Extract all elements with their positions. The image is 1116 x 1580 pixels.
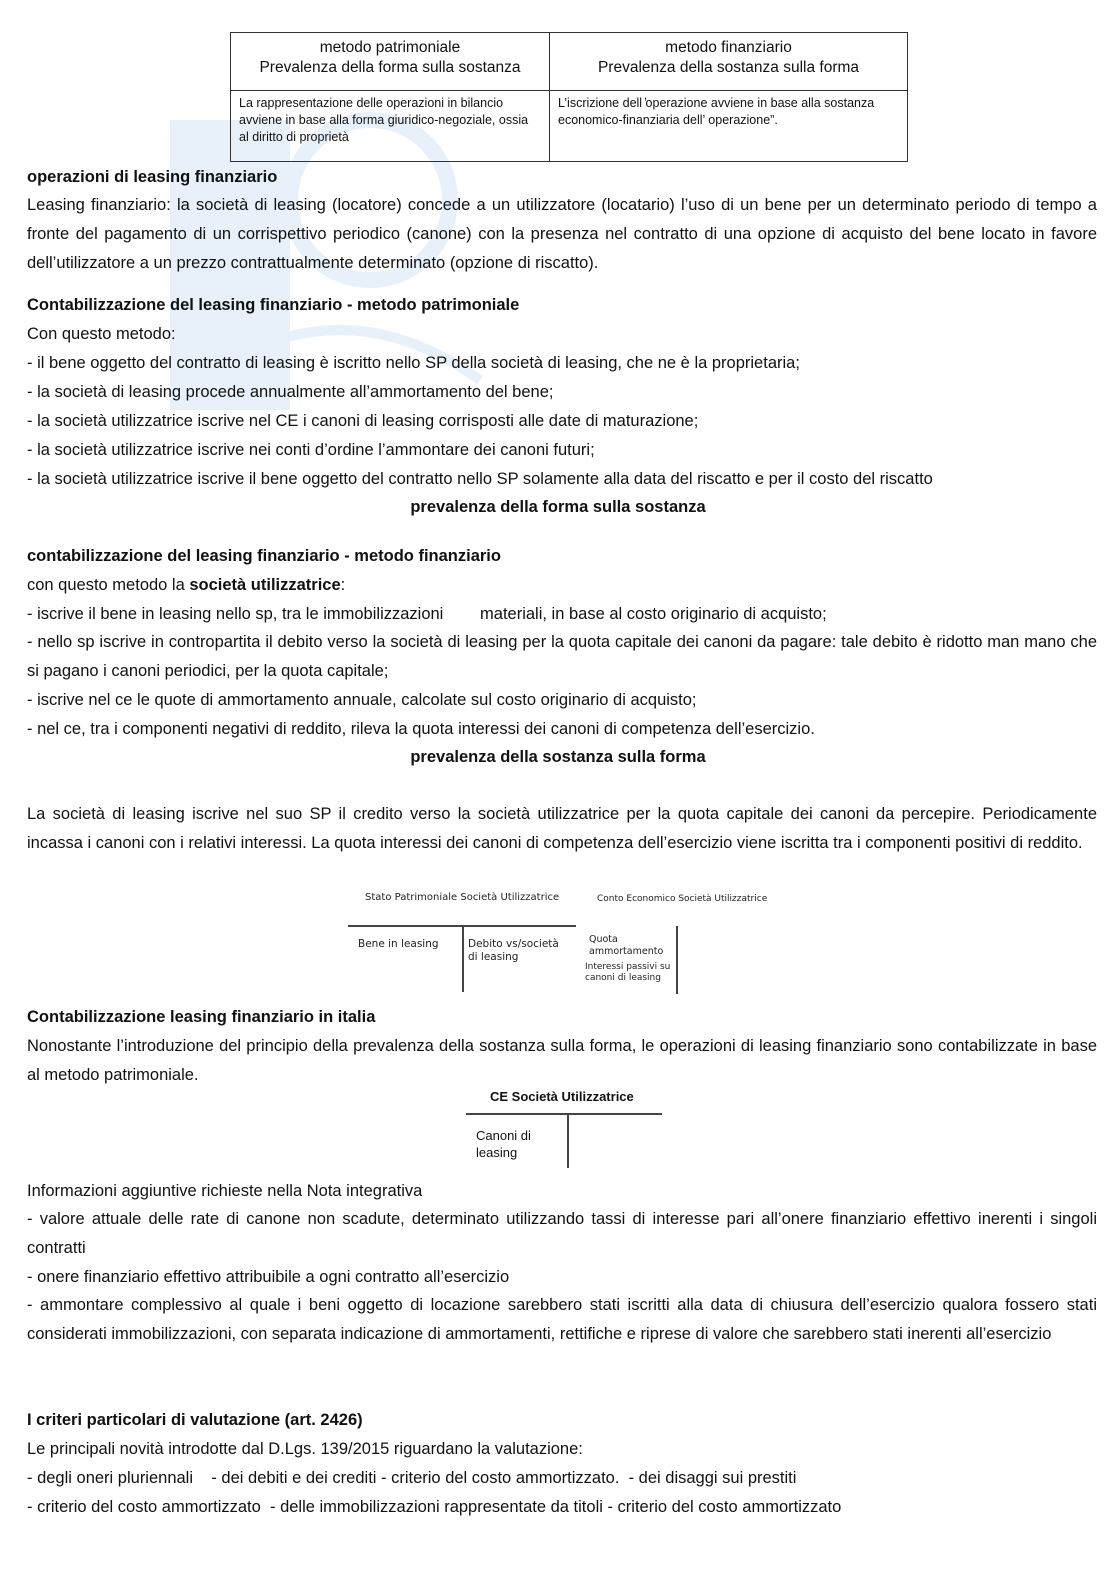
finanziario-item: - nello sp iscrive in contropartita il debito verso la società di leasing per la quota capitale dei canoni da pagare: tale debito è ridotto man mano che si pagano i canoni periodici, per la quota capitale; bbox=[27, 633, 1097, 680]
interessi-passivi: Interessi passivi su canoni di leasing bbox=[585, 962, 671, 983]
ce-diagram-title: CE Società Utilizzatrice bbox=[490, 1089, 634, 1104]
quota-ammortamento: Quota ammortamento bbox=[589, 934, 664, 957]
leasing-definition: Leasing finanziario: la società di leasing (locatore) concede a un utilizzatore (locatario) l’uso di un bene per un determinato periodo di tempo a fronte del pagamento di un corrispettivo periodico (canone) con la presenza nel contratto di una opzione di acquisto del bene locato in favore dell’utilizzatore a un prezzo contrattualmente determinato (opzione di riscatto). bbox=[27, 196, 1097, 272]
nota-item: - ammontare complessivo al quale i beni oggetto di locazione sarebbero stati iscritti alla data di chiusura dell’esercizio qualora fossero stati considerati immobilizzazioni, con separata indicazione di ammortamenti, rettifiche e riprese di valore che sarebbero stati inerenti all’esercizio bbox=[27, 1296, 1097, 1343]
patrimoniale-item: - la società di leasing procede annualmente all’ammortamento del bene; bbox=[27, 383, 554, 401]
ce-title: Conto Economico Società Utilizzatrice bbox=[597, 894, 768, 904]
canoni-di-leasing: Canoni di leasing bbox=[476, 1128, 531, 1160]
finanziario-conclusion: prevalenza della sostanza sulla forma bbox=[410, 748, 706, 766]
ce-divider bbox=[466, 1113, 662, 1115]
criteri-item: - degli oneri pluriennali - dei debiti e dei crediti - criterio del costo ammortizzato. - dei disaggi sui prestiti bbox=[27, 1469, 797, 1487]
patrimoniale-intro: Con questo metodo: bbox=[27, 325, 176, 343]
patrimoniale-item: - la società utilizzatrice iscrive nei conti d’ordine l’ammontare dei canoni futuri; bbox=[27, 441, 595, 459]
finanziario-item: - nel ce, tra i componenti negativi di reddito, rileva la quota interessi dei canoni di competenza dell’esercizio. bbox=[27, 720, 815, 738]
nota-item: - valore attuale delle rate di canone non scadute, determinato utilizzando tassi di interesse pari all’onere finanziario effettivo inerenti i singoli contratti bbox=[27, 1210, 1097, 1257]
finanziario-intro: con questo metodo la società utilizzatrice: bbox=[27, 576, 346, 594]
header-finanziario: metodo finanziario Prevalenza della sostanza sulla forma bbox=[550, 33, 908, 91]
ce-column-line bbox=[676, 926, 678, 994]
nota-integrativa-intro: Informazioni aggiuntive richieste nella Nota integrativa bbox=[27, 1182, 423, 1200]
section-heading-italia: Contabilizzazione leasing finanziario in italia bbox=[27, 1008, 376, 1026]
finanziario-item: - iscrive nel ce le quote di ammortamento annuale, calcolate sul costo originario di acquisto; bbox=[27, 691, 697, 709]
section-heading-leasing: operazioni di leasing finanziario bbox=[27, 168, 278, 186]
debito-leasing: Debito vs/società di leasing bbox=[468, 938, 559, 963]
patrimoniale-conclusion: prevalenza della forma sulla sostanza bbox=[410, 498, 706, 516]
cell-patrimoniale: La rappresentazione delle operazioni in bilancio avviene in base alla forma giuridico-negoziale, ossia al diritto di proprietà bbox=[231, 91, 550, 162]
method-comparison-table bbox=[230, 32, 908, 162]
section-heading-patrimoniale: Contabilizzazione del leasing finanziario - metodo patrimoniale bbox=[27, 296, 520, 314]
patrimoniale-item: - la società utilizzatrice iscrive il bene oggetto del contratto nello SP solamente alla data del riscatto e per il costo del riscatto bbox=[27, 470, 933, 488]
italia-paragraph: Nonostante l’introduzione del principio della prevalenza della sostanza sulla forma, le operazioni di leasing finanziario sono contabilizzate in base al metodo patrimoniale. bbox=[27, 1037, 1097, 1084]
header-patrimoniale: metodo patrimoniale Prevalenza della forma sulla sostanza bbox=[231, 33, 550, 91]
finanziario-paragraph: La società di leasing iscrive nel suo SP il credito verso la società utilizzatrice per la quota capitale dei canoni da percepire. Periodicamente incassa i canoni con i relativi interessi. La quota interessi dei canoni di competenza dell’esercizio viene iscritta tra i componenti positivi di reddito. bbox=[27, 805, 1097, 852]
ce-column-line bbox=[567, 1114, 569, 1168]
section-heading-finanziario: contabilizzazione del leasing finanziario - metodo finanziario bbox=[27, 547, 501, 565]
finanziario-item: - iscrive il bene in leasing nello sp, tra le immobilizzazioni materiali, in base al costo originario di acquisto; bbox=[27, 605, 827, 623]
sp-title: Stato Patrimoniale Società Utilizzatrice bbox=[365, 892, 560, 903]
sp-column-line bbox=[462, 926, 464, 992]
criteri-intro: Le principali novità introdotte dal D.Lgs. 139/2015 riguardano la valutazione: bbox=[27, 1440, 583, 1458]
nota-item: - onere finanziario effettivo attribuibile a ogni contratto all’esercizio bbox=[27, 1268, 510, 1286]
patrimoniale-item: - il bene oggetto del contratto di leasing è iscritto nello SP della società di leasing, che ne è la proprietaria; bbox=[27, 354, 800, 372]
criteri-item: - criterio del costo ammortizzato - delle immobilizzazioni rappresentate da titoli - criterio del costo ammortizzato bbox=[27, 1498, 842, 1516]
bene-in-leasing: Bene in leasing bbox=[358, 938, 439, 950]
cell-finanziario: L’iscrizione dell ̓operazione avviene in base alla sostanza economico-finanziaria dell’ operazione”. bbox=[550, 91, 908, 162]
patrimoniale-item: - la società utilizzatrice iscrive nel CE i canoni di leasing corrisposti alle date di maturazione; bbox=[27, 412, 699, 430]
section-heading-criteri: I criteri particolari di valutazione (art. 2426) bbox=[27, 1411, 363, 1429]
